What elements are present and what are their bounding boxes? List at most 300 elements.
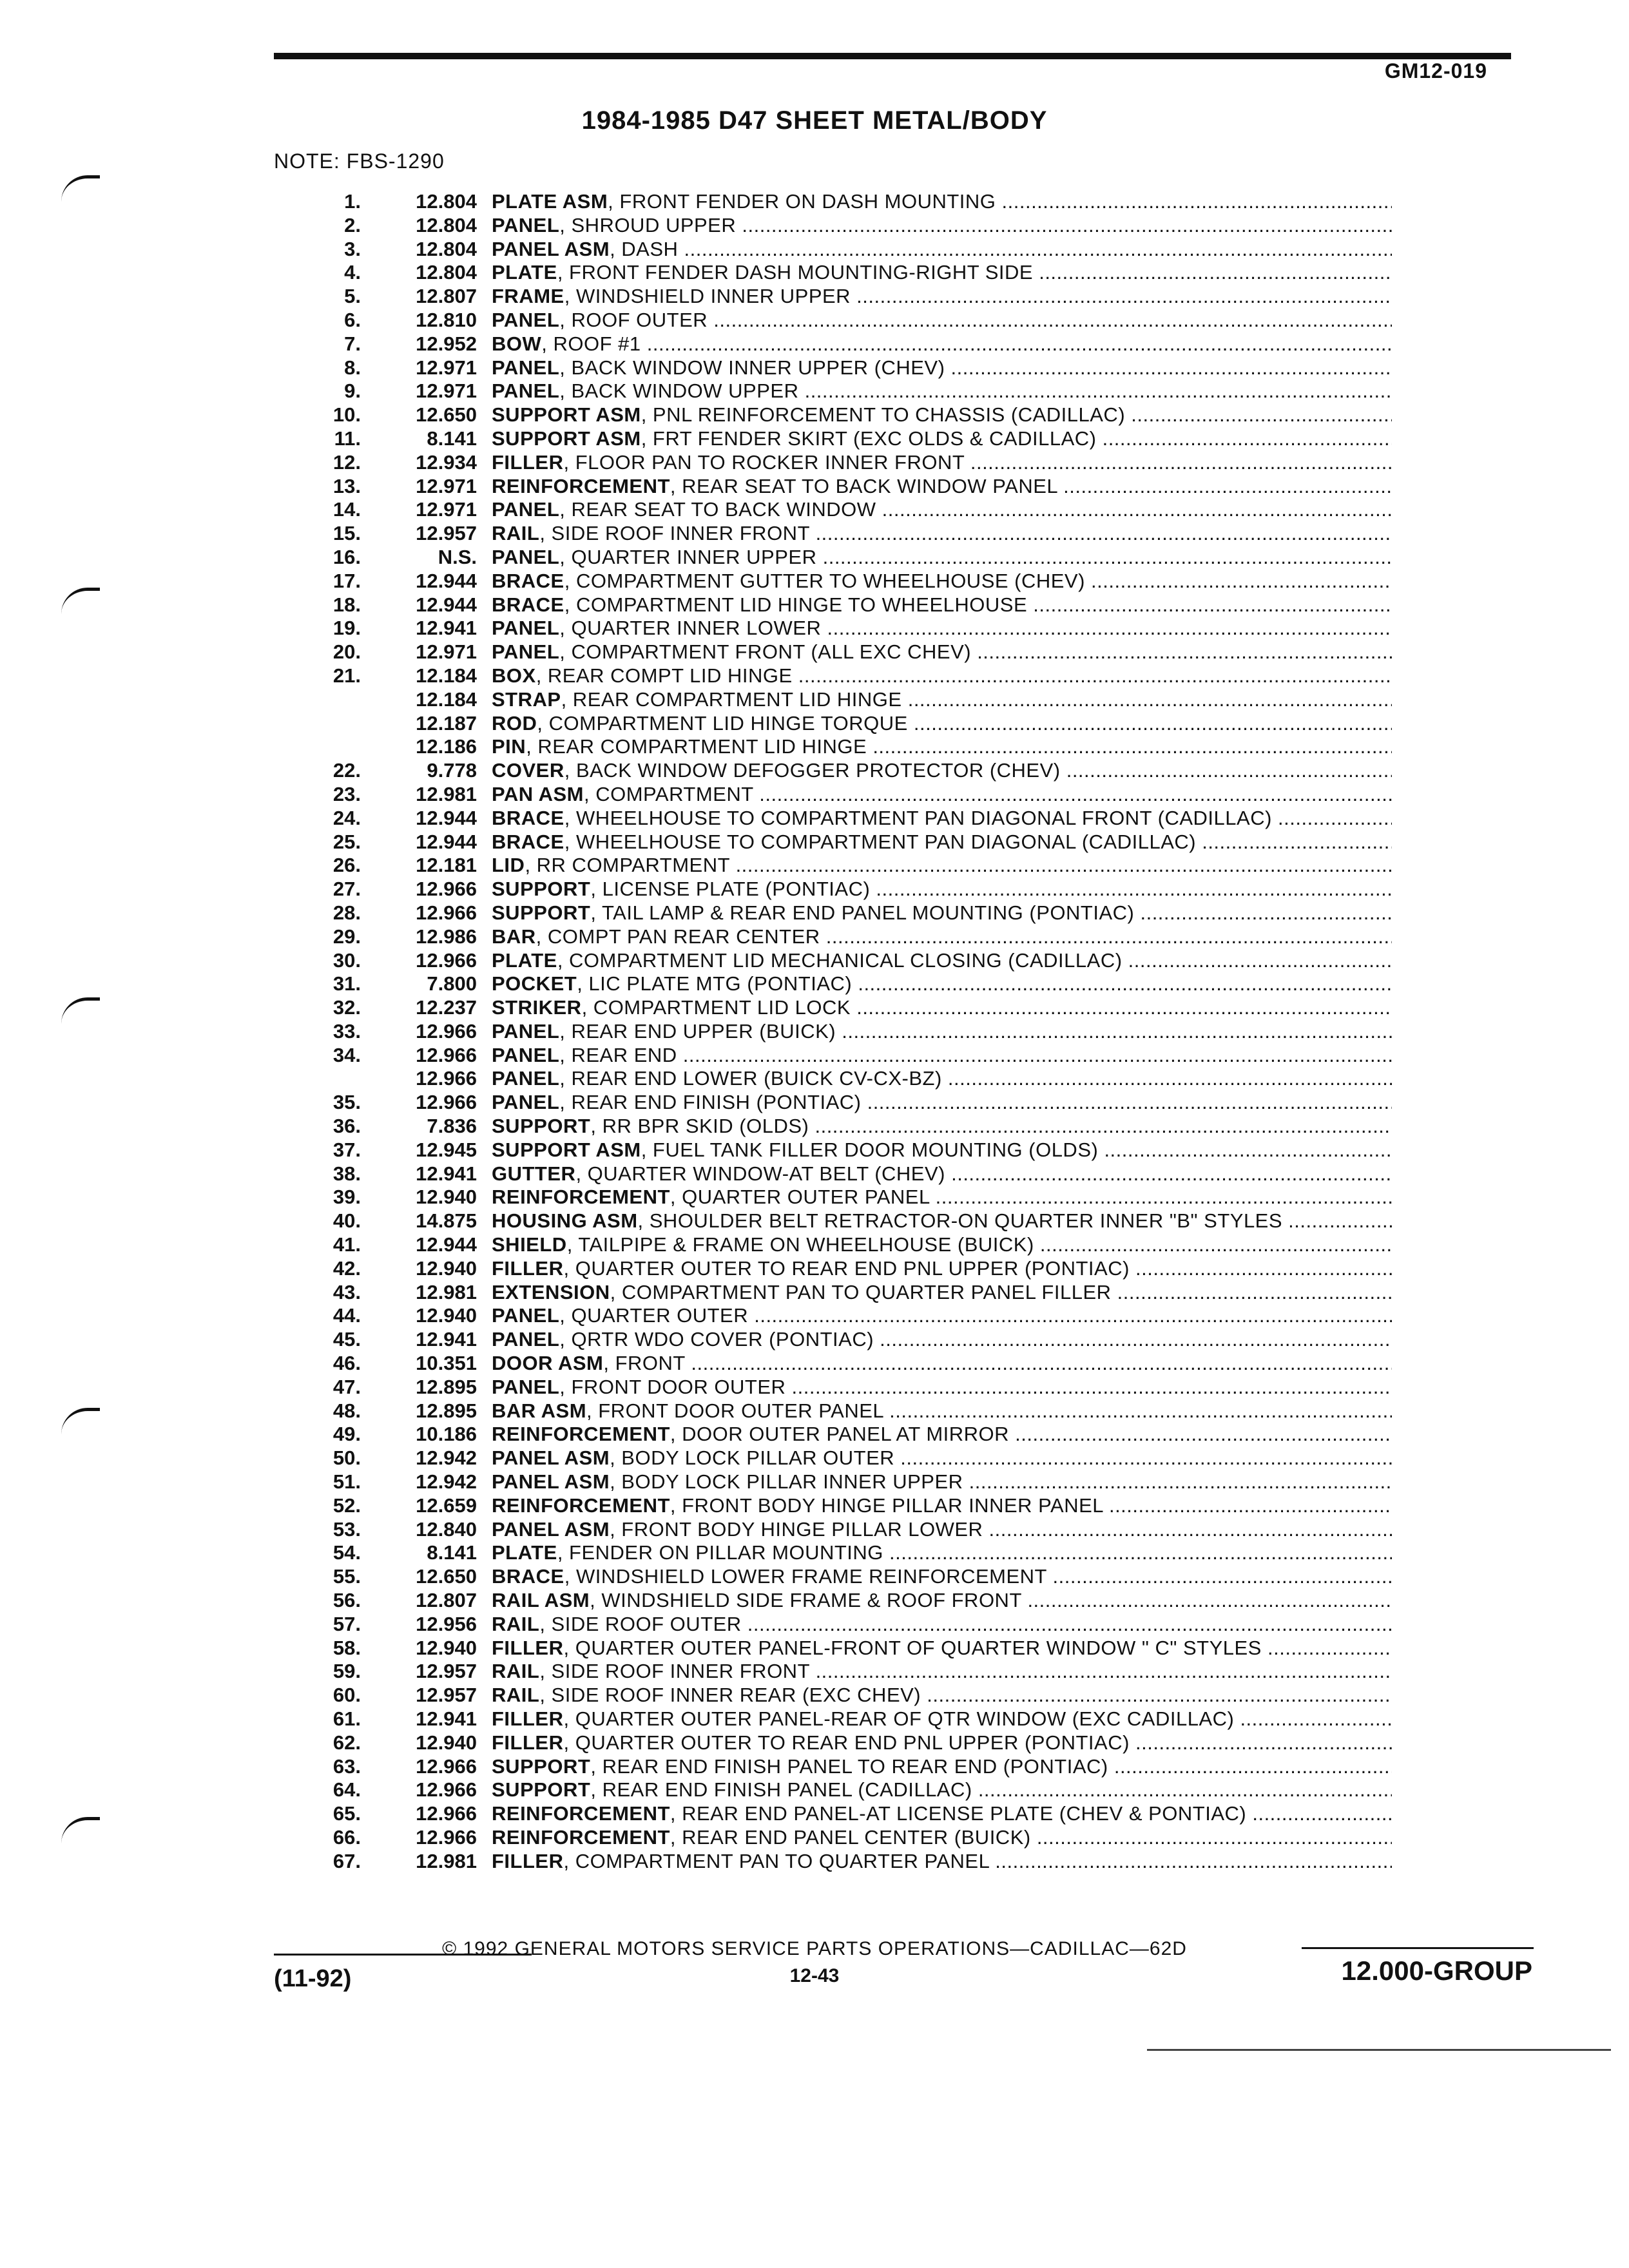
- item-number: 64.: [333, 1778, 361, 1802]
- part-row: [303, 403, 1392, 427]
- item-number: 49.: [333, 1423, 361, 1446]
- item-number: 50.: [333, 1446, 361, 1470]
- part-row: [303, 475, 1392, 499]
- part-name: REINFORCEMENT: [492, 1494, 670, 1517]
- page-title: 1984-1985 D47 SHEET METAL/BODY: [581, 106, 1048, 135]
- item-number: 2.: [344, 213, 361, 236]
- part-name: BOW: [492, 332, 542, 355]
- item-number: 18.: [333, 593, 361, 616]
- part-row: [303, 712, 1392, 736]
- part-description: [492, 403, 1392, 427]
- group-number: 12.237: [416, 996, 477, 1019]
- part-name: PANEL: [492, 498, 560, 521]
- part-row: [303, 1565, 1392, 1589]
- part-detail: , FUEL TANK FILLER DOOR MOUNTING (OLDS): [641, 1138, 1099, 1161]
- part-description: [492, 238, 1392, 262]
- part-detail: , QUARTER WINDOW-AT BELT (CHEV): [575, 1162, 945, 1185]
- part-name: PANEL ASM: [492, 237, 610, 260]
- binder-hole-mark: [61, 1408, 100, 1434]
- item-number: 20.: [333, 640, 361, 664]
- part-row: [303, 1328, 1392, 1352]
- part-name: PANEL: [492, 1019, 560, 1043]
- group-number: 12.940: [416, 1186, 477, 1209]
- part-detail: , LICENSE PLATE (PONTIAC): [590, 878, 871, 901]
- item-number: 16.: [333, 545, 361, 568]
- part-detail: , QUARTER OUTER: [559, 1304, 749, 1327]
- part-description: [492, 688, 1392, 712]
- part-row: [303, 285, 1392, 309]
- item-number: 44.: [333, 1304, 361, 1327]
- part-row: [303, 214, 1392, 238]
- item-number: 52.: [333, 1494, 361, 1517]
- part-row: [303, 759, 1392, 783]
- item-number: 61.: [333, 1707, 361, 1730]
- group-number: 9.778: [427, 759, 477, 782]
- group-number: 12.966: [416, 1825, 477, 1849]
- part-name: FILLER: [492, 450, 564, 474]
- item-number: 21.: [333, 664, 361, 687]
- group-number: 12.966: [416, 1778, 477, 1802]
- item-number: 9.: [344, 380, 361, 403]
- part-row: [303, 1044, 1392, 1068]
- part-detail: , BODY LOCK PILLAR OUTER: [610, 1446, 895, 1470]
- part-row: [303, 1731, 1392, 1755]
- top-rule: [274, 53, 1511, 59]
- part-name: REINFORCEMENT: [492, 1186, 670, 1209]
- part-description: [492, 1494, 1392, 1518]
- part-description: [492, 1209, 1392, 1233]
- part-row: [303, 546, 1392, 570]
- item-number: 36.: [333, 1115, 361, 1138]
- group-number: 12.981: [416, 782, 477, 805]
- item-number: 3.: [344, 237, 361, 260]
- part-description: [492, 309, 1392, 332]
- item-number: 63.: [333, 1754, 361, 1778]
- part-name: RAIL: [492, 1660, 540, 1683]
- part-detail: , LIC PLATE MTG (PONTIAC): [577, 972, 853, 995]
- item-number: 38.: [333, 1162, 361, 1185]
- part-detail: , FRONT FENDER DASH MOUNTING-RIGHT SIDE: [557, 261, 1034, 284]
- part-description: [492, 1589, 1392, 1613]
- item-number: 56.: [333, 1589, 361, 1612]
- item-number: 24.: [333, 806, 361, 829]
- group-number: 12.942: [416, 1446, 477, 1470]
- part-name: RAIL ASM: [492, 1589, 590, 1612]
- group-number: 12.971: [416, 356, 477, 379]
- group-number: 12.981: [416, 1849, 477, 1872]
- part-row: [303, 949, 1392, 973]
- part-description: [492, 831, 1392, 854]
- part-name: LID: [492, 854, 525, 877]
- item-number: 27.: [333, 878, 361, 901]
- part-name: SUPPORT: [492, 901, 591, 924]
- part-name: EXTENSION: [492, 1280, 610, 1303]
- group-number: 12.952: [416, 332, 477, 355]
- part-description: [492, 925, 1392, 949]
- part-detail: , COMPARTMENT LID MECHANICAL CLOSING (CADILLAC): [557, 948, 1123, 972]
- part-name: BRACE: [492, 1565, 564, 1588]
- part-description: [492, 1399, 1392, 1423]
- part-name: FILLER: [492, 1636, 564, 1659]
- item-number: 8.: [344, 356, 361, 379]
- part-description: [492, 878, 1392, 901]
- parts-list: [303, 190, 1392, 1874]
- part-detail: , REAR END FINISH PANEL (CADILLAC): [590, 1778, 972, 1802]
- group-number: 12.807: [416, 285, 477, 308]
- part-name: PIN: [492, 735, 526, 758]
- part-detail: , COMPARTMENT PAN TO QUARTER PANEL: [563, 1849, 990, 1872]
- part-detail: , QUARTER OUTER PANEL-REAR OF QTR WINDOW (EXC CADILLAC): [563, 1707, 1235, 1730]
- part-detail: , DOOR OUTER PANEL AT MIRROR: [670, 1423, 1010, 1446]
- part-row: [303, 1613, 1392, 1637]
- part-name: PANEL: [492, 308, 560, 331]
- part-name: FILLER: [492, 1849, 564, 1872]
- group-number: 12.940: [416, 1636, 477, 1659]
- part-detail: , WHEELHOUSE TO COMPARTMENT PAN DIAGONAL (CADILLAC): [564, 830, 1197, 853]
- part-description: [492, 1091, 1392, 1115]
- group-number: 7.836: [427, 1115, 477, 1138]
- part-detail: , REAR END PANEL-AT LICENSE PLATE (CHEV & PONTIAC): [670, 1802, 1247, 1825]
- part-description: [492, 570, 1392, 593]
- part-description: [492, 1139, 1392, 1162]
- group-number: 12.650: [416, 403, 477, 427]
- item-number: 15.: [333, 522, 361, 545]
- part-description: [492, 214, 1392, 238]
- part-name: ROD: [492, 711, 537, 735]
- group-number: 12.966: [416, 1067, 477, 1090]
- part-detail: , WINDSHIELD INNER UPPER: [564, 285, 851, 308]
- part-detail: , WINDSHIELD LOWER FRAME REINFORCEMENT: [564, 1565, 1047, 1588]
- part-name: RAIL: [492, 1684, 540, 1707]
- part-description: [492, 1826, 1392, 1850]
- part-detail: , BACK WINDOW UPPER: [559, 380, 799, 403]
- part-row: [303, 1518, 1392, 1542]
- group-label: 12.000-GROUP: [1341, 1956, 1532, 1986]
- group-number: 12.957: [416, 1684, 477, 1707]
- part-description: [492, 807, 1392, 831]
- part-name: FILLER: [492, 1731, 564, 1754]
- part-row: [303, 1115, 1392, 1139]
- part-detail: , RR BPR SKID (OLDS): [590, 1115, 809, 1138]
- part-row: [303, 1352, 1392, 1376]
- part-name: STRIKER: [492, 996, 582, 1019]
- item-number: 1.: [344, 190, 361, 213]
- item-number: 6.: [344, 308, 361, 331]
- part-detail: , ROOF #1: [541, 332, 641, 355]
- part-row: [303, 593, 1392, 617]
- item-number: 22.: [333, 759, 361, 782]
- part-row: [303, 1257, 1392, 1281]
- item-number: 51.: [333, 1470, 361, 1494]
- part-name: POCKET: [492, 972, 577, 995]
- part-name: BAR ASM: [492, 1399, 587, 1422]
- part-name: REINFORCEMENT: [492, 1825, 670, 1849]
- part-description: [492, 1802, 1392, 1826]
- part-row: [303, 807, 1392, 831]
- part-description: [492, 996, 1392, 1020]
- part-name: PANEL: [492, 213, 560, 236]
- part-row: [303, 617, 1392, 640]
- part-row: [303, 1589, 1392, 1613]
- part-detail: , FRONT BODY HINGE PILLAR INNER PANEL: [670, 1494, 1103, 1517]
- part-description: [492, 285, 1392, 309]
- group-number: 12.184: [416, 664, 477, 687]
- part-detail: , ROOF OUTER: [559, 308, 708, 331]
- group-number: 12.941: [416, 1162, 477, 1185]
- item-number: 66.: [333, 1825, 361, 1849]
- revision-date: (11-92): [274, 1965, 352, 1992]
- part-row: [303, 238, 1392, 262]
- group-number: 10.351: [416, 1352, 477, 1375]
- part-row: [303, 498, 1392, 522]
- group-number: 12.981: [416, 1280, 477, 1303]
- part-detail: , COMPARTMENT LID HINGE TO WHEELHOUSE: [564, 593, 1028, 616]
- group-number: 12.966: [416, 1754, 477, 1778]
- group-number: 12.934: [416, 450, 477, 474]
- part-description: [492, 1470, 1392, 1494]
- part-name: PANEL: [492, 1091, 560, 1114]
- part-name: PLATE: [492, 948, 557, 972]
- item-number: 33.: [333, 1019, 361, 1043]
- part-detail: , REAR END FINISH PANEL TO REAR END (PONTIAC): [590, 1754, 1108, 1778]
- group-number: 12.957: [416, 1660, 477, 1683]
- part-detail: , COMPARTMENT GUTTER TO WHEELHOUSE (CHEV): [564, 569, 1085, 592]
- part-detail: , REAR END PANEL CENTER (BUICK): [670, 1825, 1031, 1849]
- part-row: [303, 1186, 1392, 1209]
- part-row: [303, 309, 1392, 332]
- part-description: [492, 783, 1392, 807]
- part-description: [492, 640, 1392, 664]
- part-name: DOOR ASM: [492, 1352, 604, 1375]
- part-name: PANEL ASM: [492, 1446, 610, 1470]
- part-name: BAR: [492, 925, 536, 948]
- part-row: [303, 1067, 1392, 1091]
- part-detail: , BACK WINDOW INNER UPPER (CHEV): [559, 356, 945, 379]
- part-row: [303, 1707, 1392, 1731]
- group-number: 12.942: [416, 1470, 477, 1494]
- group-number: 12.945: [416, 1138, 477, 1161]
- part-description: [492, 593, 1392, 617]
- part-detail: , COMPT PAN REAR CENTER: [535, 925, 820, 948]
- part-row: [303, 1139, 1392, 1162]
- part-name: PLATE: [492, 261, 557, 284]
- part-name: REINFORCEMENT: [492, 1423, 670, 1446]
- document-id: GM12-019: [1384, 59, 1487, 82]
- part-description: [492, 546, 1392, 570]
- part-row: [303, 1281, 1392, 1305]
- item-number: 17.: [333, 569, 361, 592]
- part-description: [492, 1162, 1392, 1186]
- part-detail: , WHEELHOUSE TO COMPARTMENT PAN DIAGONAL FRONT (CADILLAC): [564, 806, 1272, 829]
- part-row: [303, 664, 1392, 688]
- part-name: REINFORCEMENT: [492, 1802, 670, 1825]
- part-description: [492, 1707, 1392, 1731]
- item-number: 34.: [333, 1043, 361, 1066]
- part-description: [492, 522, 1392, 546]
- part-detail: , FRT FENDER SKIRT (EXC OLDS & CADILLAC): [641, 427, 1097, 450]
- part-description: [492, 475, 1392, 499]
- part-description: [492, 1755, 1392, 1779]
- part-detail: , TAIL LAMP & REAR END PANEL MOUNTING (PONTIAC): [590, 901, 1135, 924]
- part-description: [492, 1565, 1392, 1589]
- part-detail: , FENDER ON PILLAR MOUNTING: [557, 1541, 883, 1564]
- part-row: [303, 1778, 1392, 1802]
- part-name: PANEL: [492, 545, 560, 568]
- group-number: 12.840: [416, 1517, 477, 1541]
- part-row: [303, 831, 1392, 854]
- part-name: PANEL: [492, 1043, 560, 1066]
- group-number: 12.971: [416, 474, 477, 497]
- item-number: 12.: [333, 450, 361, 474]
- part-description: [492, 735, 1392, 759]
- group-number: 12.966: [416, 948, 477, 972]
- part-row: [303, 451, 1392, 475]
- part-description: [492, 1850, 1392, 1874]
- part-description: [492, 759, 1392, 783]
- group-number: 12.186: [416, 735, 477, 758]
- part-description: [492, 1281, 1392, 1305]
- item-number: 40.: [333, 1209, 361, 1233]
- part-row: [303, 1802, 1392, 1826]
- group-number: 12.986: [416, 925, 477, 948]
- part-detail: , SIDE ROOF INNER FRONT: [539, 1660, 810, 1683]
- part-name: BOX: [492, 664, 536, 687]
- part-row: [303, 925, 1392, 949]
- part-description: [492, 712, 1392, 736]
- item-number: 23.: [333, 782, 361, 805]
- item-number: 26.: [333, 854, 361, 877]
- item-number: 30.: [333, 948, 361, 972]
- part-row: [303, 1304, 1392, 1328]
- item-number: 62.: [333, 1731, 361, 1754]
- part-detail: , REAR SEAT TO BACK WINDOW: [559, 498, 876, 521]
- item-number: 53.: [333, 1517, 361, 1541]
- part-name: BRACE: [492, 569, 564, 592]
- part-description: [492, 1115, 1392, 1139]
- part-row: [303, 1091, 1392, 1115]
- item-number: 14.: [333, 498, 361, 521]
- part-description: [492, 356, 1392, 380]
- part-name: STRAP: [492, 687, 561, 711]
- part-description: [492, 261, 1392, 285]
- part-description: [492, 1257, 1392, 1281]
- part-detail: , REAR END UPPER (BUICK): [559, 1019, 836, 1043]
- group-number: 12.966: [416, 1019, 477, 1043]
- item-number: 10.: [333, 403, 361, 427]
- part-detail: , FRONT FENDER ON DASH MOUNTING: [608, 190, 996, 213]
- part-description: [492, 1731, 1392, 1755]
- group-number: 12.940: [416, 1256, 477, 1280]
- part-row: [303, 1233, 1392, 1257]
- part-row: [303, 1423, 1392, 1446]
- part-row: [303, 854, 1392, 878]
- part-row: [303, 427, 1392, 451]
- binder-hole-mark: [61, 997, 100, 1024]
- item-number: 58.: [333, 1636, 361, 1659]
- item-number: 65.: [333, 1802, 361, 1825]
- part-description: [492, 498, 1392, 522]
- item-number: 37.: [333, 1138, 361, 1161]
- part-detail: , COMPARTMENT: [584, 782, 754, 805]
- item-number: 35.: [333, 1091, 361, 1114]
- item-number: 28.: [333, 901, 361, 924]
- part-detail: , QUARTER OUTER TO REAR END PNL UPPER (PONTIAC): [563, 1256, 1130, 1280]
- bottom-rule: [1147, 2049, 1611, 2051]
- item-number: 67.: [333, 1849, 361, 1872]
- part-name: FRAME: [492, 285, 564, 308]
- item-number: 46.: [333, 1352, 361, 1375]
- group-number: 12.940: [416, 1304, 477, 1327]
- part-description: [492, 190, 1392, 214]
- part-name: PANEL: [492, 1304, 560, 1327]
- binder-hole-mark: [61, 175, 100, 202]
- item-number: 19.: [333, 617, 361, 640]
- group-number: N.S.: [438, 545, 477, 568]
- group-number: 12.944: [416, 806, 477, 829]
- part-detail: , SIDE ROOF INNER REAR (EXC CHEV): [539, 1684, 921, 1707]
- part-row: [303, 688, 1392, 712]
- part-detail: , COMPARTMENT PAN TO QUARTER PANEL FILLER: [610, 1280, 1112, 1303]
- part-description: [492, 1376, 1392, 1399]
- part-row: [303, 1850, 1392, 1874]
- part-detail: , REAR COMPT LID HINGE: [535, 664, 793, 687]
- part-detail: , QUARTER OUTER TO REAR END PNL UPPER (PONTIAC): [563, 1731, 1130, 1754]
- group-number: 12.941: [416, 617, 477, 640]
- part-name: SUPPORT: [492, 1115, 591, 1138]
- part-detail: , FRONT BODY HINGE PILLAR LOWER: [610, 1517, 983, 1541]
- part-name: PLATE: [492, 1541, 557, 1564]
- part-description: [492, 1328, 1392, 1352]
- part-description: [492, 1541, 1392, 1565]
- part-description: [492, 664, 1392, 688]
- part-description: [492, 1423, 1392, 1446]
- part-row: [303, 1162, 1392, 1186]
- item-number: 31.: [333, 972, 361, 995]
- part-row: [303, 1826, 1392, 1850]
- group-number: 12.971: [416, 380, 477, 403]
- group-number: 12.944: [416, 569, 477, 592]
- group-number: 12.957: [416, 522, 477, 545]
- group-number: 12.650: [416, 1565, 477, 1588]
- part-description: [492, 332, 1392, 356]
- part-row: [303, 522, 1392, 546]
- part-detail: , QUARTER INNER UPPER: [559, 545, 817, 568]
- group-number: 12.941: [416, 1707, 477, 1730]
- item-number: 59.: [333, 1660, 361, 1683]
- binder-hole-mark: [61, 1817, 100, 1843]
- item-number: 39.: [333, 1186, 361, 1209]
- group-number: 12.804: [416, 190, 477, 213]
- note: NOTE: FBS-1290: [274, 149, 445, 173]
- part-row: [303, 735, 1392, 759]
- part-detail: , SIDE ROOF INNER FRONT: [539, 522, 810, 545]
- part-detail: , COMPARTMENT LID HINGE TORQUE: [537, 711, 908, 735]
- item-number: 4.: [344, 261, 361, 284]
- item-number: 13.: [333, 474, 361, 497]
- part-description: [492, 1613, 1392, 1637]
- group-number: 12.810: [416, 308, 477, 331]
- part-detail: , QRTR WDO COVER (PONTIAC): [559, 1328, 874, 1351]
- part-name: SUPPORT: [492, 1754, 591, 1778]
- item-number: 48.: [333, 1399, 361, 1422]
- part-description: [492, 1518, 1392, 1542]
- part-row: [303, 1470, 1392, 1494]
- part-detail: , SHOULDER BELT RETRACTOR-ON QUARTER INNER "B" STYLES: [637, 1209, 1283, 1233]
- part-detail: , REAR COMPARTMENT LID HINGE: [526, 735, 867, 758]
- part-name: SHIELD: [492, 1233, 567, 1256]
- part-detail: , REAR END: [559, 1043, 677, 1066]
- part-name: RAIL: [492, 1612, 540, 1635]
